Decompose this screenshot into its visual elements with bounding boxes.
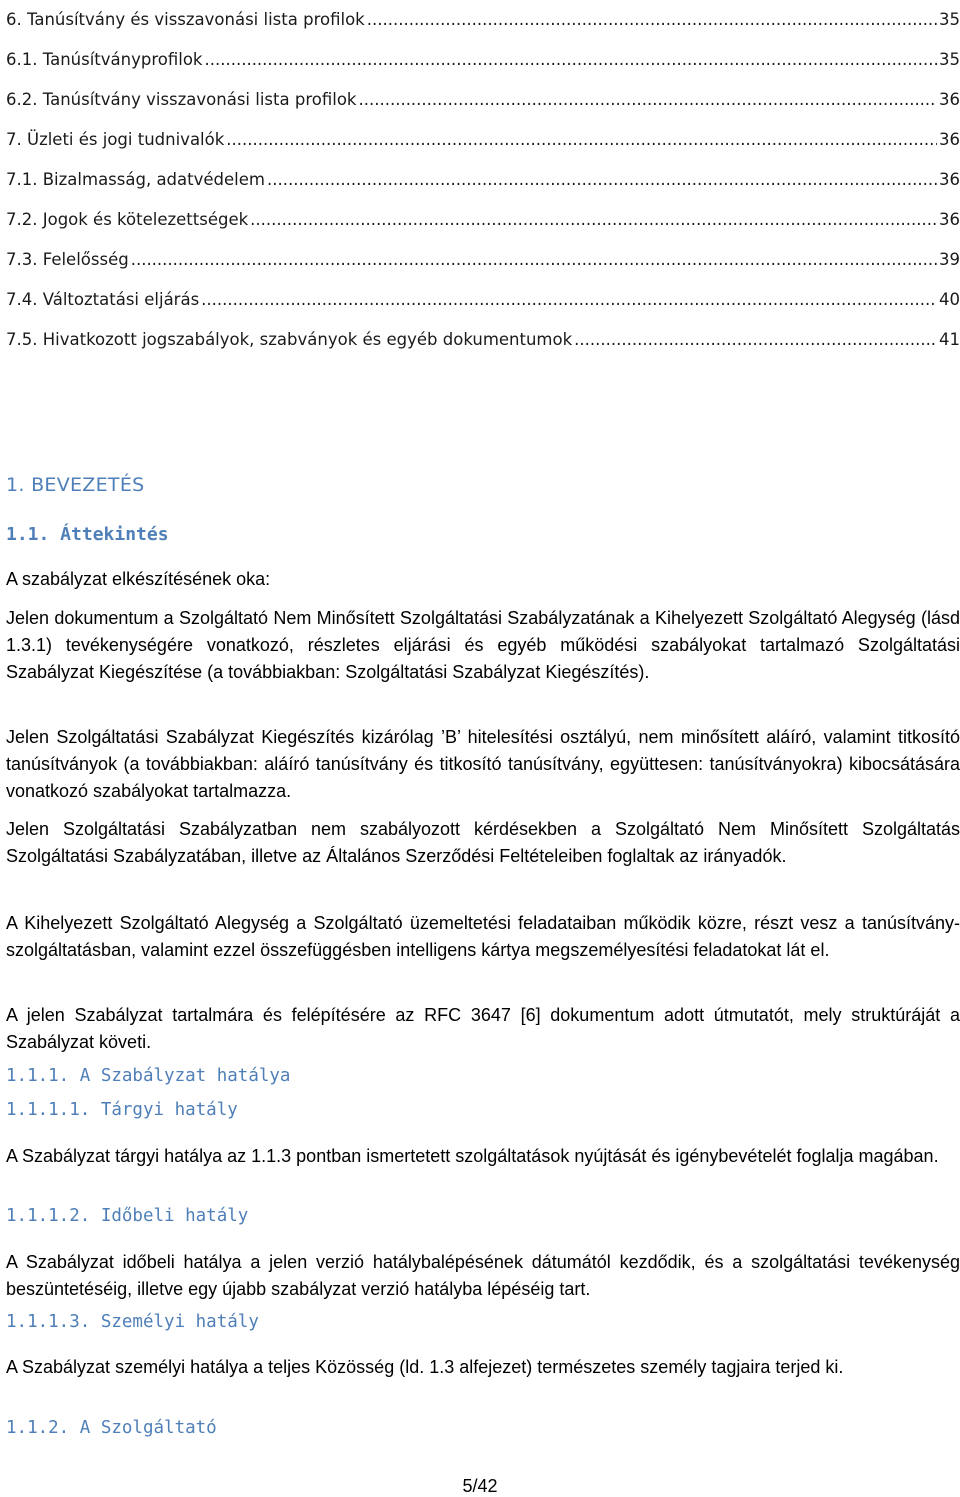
table-of-contents (6, 0, 960, 360)
toc-entry-page: 39 (939, 250, 960, 269)
toc-entry[interactable] (6, 320, 960, 360)
paragraph-idobeli-hataly: A Szabályzat időbeli hatálya a jelen verzió hatálybalépésének dátumától kezdődik, és a szolgáltatási tevékenység beszüntetéséig, illetve egy újabb szabályzat verzió hatályba lépéséig tart. (6, 1252, 960, 1299)
heading-bevezetes: 1. BEVEZETÉS (6, 474, 145, 496)
toc-entry[interactable] (6, 120, 960, 160)
heading-targyi-hataly: 1.1.1.1. Tárgyi hatály (6, 1100, 238, 1120)
toc-leader-dots (358, 80, 937, 120)
toc-leader-dots (204, 40, 937, 80)
toc-leader-dots (131, 240, 937, 280)
toc-entry[interactable] (6, 40, 960, 80)
toc-entry-page: 41 (939, 330, 960, 349)
paragraph-targyi-hataly: A Szabályzat tárgyi hatálya az 1.1.3 pontban ismertetett szolgáltatások nyújtását és igénybevételét foglalja magában. (6, 1146, 939, 1166)
toc-leader-dots (267, 160, 937, 200)
heading-idobeli-hataly: 1.1.1.2. Időbeli hatály (6, 1206, 249, 1226)
toc-leader-dots (226, 120, 937, 160)
toc-entry[interactable] (6, 240, 960, 280)
paragraph-scope-certificates: Jelen Szolgáltatási Szabályzat Kiegészítés kizárólag ’B’ hitelesítési osztályú, nem minősített aláíró, valamint titkosító tanúsítványok (a továbbiakban: aláíró tanúsítvány és titkosító tanúsítvány, együttesen: tanúsítványokra) kibocsátására vonatkozó szabályokat tartalmazza. (6, 727, 960, 801)
toc-entry-page: 36 (939, 130, 960, 149)
toc-entry-label: 7.2. Jogok és kötelezettségek (6, 210, 249, 229)
toc-entry-label: 7.1. Bizalmasság, adatvédelem (6, 170, 265, 189)
toc-entry-page: 35 (939, 10, 960, 29)
heading-szabalyzat-hatalya: 1.1.1. A Szabályzat hatálya (6, 1066, 291, 1086)
toc-entry-page: 36 (939, 90, 960, 109)
paragraph-unregulated-matters: Jelen Szolgáltatási Szabályzatban nem szabályozott kérdésekben a Szolgáltató Nem Minősített Szolgáltatás Szolgáltatási Szabályzatában, illetve az Általános Szerződési Feltételeiben foglaltak az irányadók. (6, 819, 960, 866)
toc-entry-label: 7.4. Változtatási eljárás (6, 290, 200, 309)
toc-entry-page: 35 (939, 50, 960, 69)
paragraph-subunit-role: A Kihelyezett Szolgáltató Alegység a Szolgáltató üzemeltetési feladataiban működik közre, részt vesz a tanúsítvány-szolgáltatásban, valamint ezzel összefüggésben intelligens kártya megszemélyesítési feladatokat lát el. (6, 913, 960, 960)
heading-attekintes: 1.1. Áttekintés (6, 524, 169, 545)
paragraph-rfc-structure: A jelen Szabályzat tartalmára és felépítésére az RFC 3647 [6] dokumentum adott útmutatót, mely struktúráját a Szabályzat követi. (6, 1005, 960, 1052)
toc-entry-page: 40 (939, 290, 960, 309)
toc-leader-dots (250, 200, 937, 240)
heading-szolgaltato: 1.1.2. A Szolgáltató (6, 1418, 217, 1438)
toc-entry[interactable] (6, 200, 960, 240)
toc-entry[interactable] (6, 280, 960, 320)
toc-entry-page: 36 (939, 170, 960, 189)
paragraph-szemelyi-hataly: A Szabályzat személyi hatálya a teljes Közösség (ld. 1.3 alfejezet) természetes személy tagjaira terjed ki. (6, 1357, 844, 1377)
toc-leader-dots (367, 0, 937, 40)
toc-leader-dots (201, 280, 937, 320)
paragraph-document-purpose: Jelen dokumentum a Szolgáltató Nem Minősített Szolgáltatási Szabályzatának a Kihelyezett Szolgáltató Alegység (lásd 1.3.1) tevékenységére vonatkozó, részletes eljárási és egyéb működési szabályokat tartalmazó Szolgáltatási Szabályzat Kiegészítése (a továbbiakban: Szolgáltatási Szabályzat Kiegészítés). (6, 608, 960, 682)
toc-entry-label: 6. Tanúsítvány és visszavonási lista profilok (6, 10, 365, 29)
page-number: 5/42 (462, 1476, 498, 1496)
toc-leader-dots (574, 320, 937, 360)
toc-entry-label: 7.3. Felelősség (6, 250, 129, 269)
toc-entry[interactable] (6, 0, 960, 40)
toc-entry[interactable] (6, 160, 960, 200)
intro-label: A szabályzat elkészítésének oka: (6, 569, 271, 589)
toc-entry-label: 7. Üzleti és jogi tudnivalók (6, 130, 225, 149)
toc-entry[interactable] (6, 80, 960, 120)
toc-entry-page: 36 (939, 210, 960, 229)
toc-entry-label: 6.1. Tanúsítványprofilok (6, 50, 203, 69)
toc-entry-label: 6.2. Tanúsítvány visszavonási lista profilok (6, 90, 357, 109)
heading-szemelyi-hataly: 1.1.1.3. Személyi hatály (6, 1312, 259, 1332)
toc-entry-label: 7.5. Hivatkozott jogszabályok, szabványok és egyéb dokumentumok (6, 330, 573, 349)
